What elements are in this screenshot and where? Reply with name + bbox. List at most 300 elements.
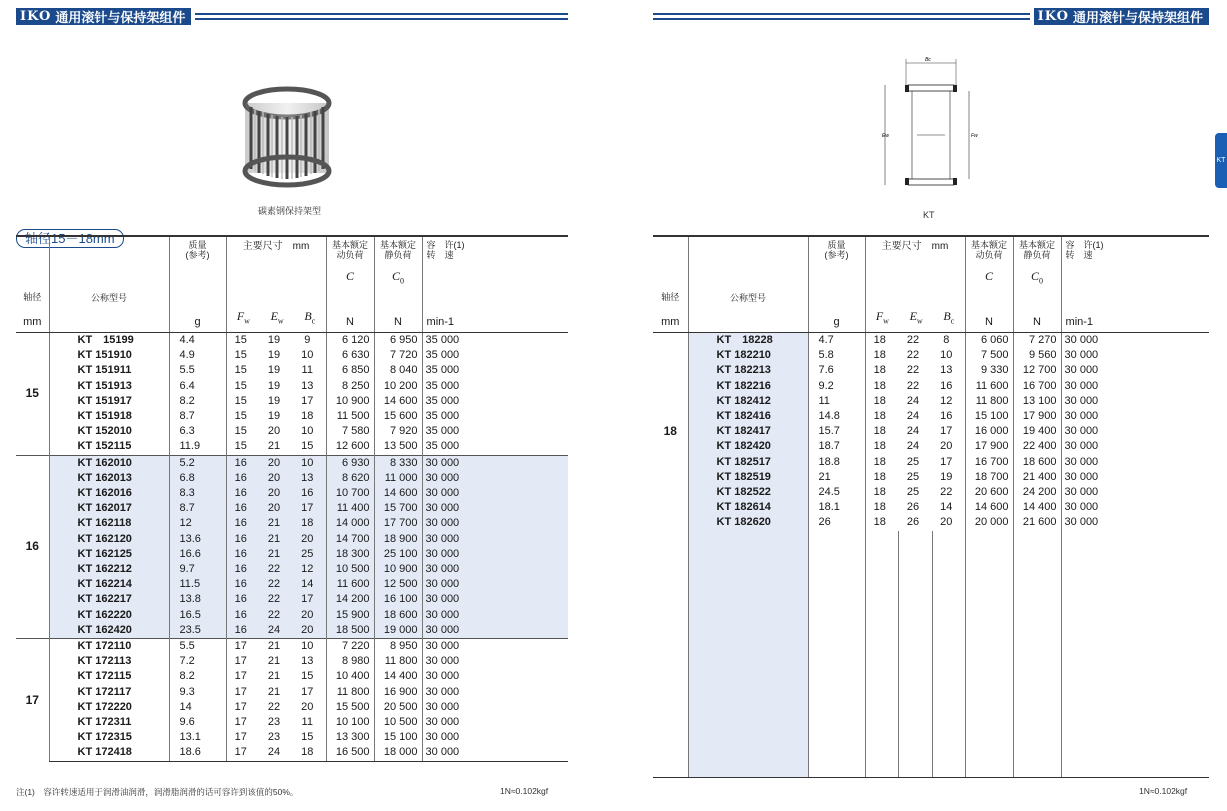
mass: 14.8	[808, 409, 865, 424]
bc: 10	[293, 639, 326, 655]
mass: 9.7	[169, 562, 226, 577]
static-load: 21 400	[1013, 470, 1061, 485]
ew: 24	[906, 440, 920, 453]
bc: 20	[293, 608, 326, 623]
bc: 12	[293, 562, 326, 577]
allowable-speed: 30 000	[422, 516, 568, 531]
spec-table-right	[653, 235, 1209, 778]
static-load: 25 100	[374, 547, 422, 562]
shaft-diameter: 16	[16, 455, 49, 638]
allowable-speed: 30 000	[422, 745, 568, 761]
bc: 17	[301, 394, 314, 407]
ew: 23	[267, 731, 281, 744]
static-load: 16 100	[374, 592, 422, 607]
dynamic-load: 10 500	[326, 562, 374, 577]
model-number: KT 182412	[688, 394, 808, 409]
dynamic-load: 11 500	[326, 409, 374, 424]
static-load: 17 900	[1013, 409, 1061, 424]
static-load: 13 100	[1013, 394, 1061, 409]
mass: 8.2	[169, 394, 226, 409]
ew: 19	[267, 364, 281, 377]
static-load: 14 600	[374, 394, 422, 409]
dynamic-load: 11 800	[326, 685, 374, 700]
allowable-speed: 35 000	[422, 363, 568, 378]
table-row	[16, 608, 568, 623]
mass: 9.3	[169, 685, 226, 700]
bc: 17	[293, 592, 326, 607]
dynamic-load: 7 580	[326, 424, 374, 439]
ew: 26	[906, 516, 920, 529]
model-number: KT 162118	[49, 516, 169, 531]
allowable-speed: 30 000	[422, 715, 568, 730]
page-header	[16, 8, 568, 25]
static-load: 17 700	[374, 516, 422, 531]
static-load: 16 900	[374, 685, 422, 700]
model-number: KT 172113	[49, 654, 169, 669]
col-mass: 质量 (参考) g	[169, 236, 226, 333]
allowable-speed: 30 000	[422, 623, 568, 639]
col-mass: 质量 (参考) g	[808, 236, 865, 333]
model-number: KT 162212	[49, 562, 169, 577]
static-load: 7 720	[374, 348, 422, 363]
model-number: KT 152115	[49, 439, 169, 455]
col-dims: 主要尺寸 mm $F_w$ $E_w$ $B_c$	[226, 236, 326, 333]
table-row	[16, 745, 568, 761]
fw: 18	[865, 363, 898, 378]
model-number: KT 182420	[688, 439, 808, 454]
ew: 22	[906, 364, 920, 377]
table-row	[16, 715, 568, 730]
fw: 15	[226, 379, 259, 394]
model-number: KT 172110	[49, 639, 169, 655]
fw: 16	[226, 486, 259, 501]
static-load: 14 400	[374, 669, 422, 684]
fw: 16	[226, 501, 259, 516]
allowable-speed: 30 000	[422, 562, 568, 577]
fw: 17	[226, 730, 259, 745]
model-number: KT 151911	[49, 363, 169, 378]
model-number: KT 182216	[688, 379, 808, 394]
table-row	[16, 455, 568, 471]
col-shaft: 轴径 mm	[653, 236, 688, 333]
allowable-speed: 30 000	[1061, 424, 1209, 439]
table-row	[16, 654, 568, 669]
static-load: 11 000	[374, 471, 422, 486]
header-title: 通用滚针与保持架组件	[1072, 10, 1203, 25]
fw: 16	[226, 471, 259, 486]
model-number: KT 172220	[49, 700, 169, 715]
header-brand	[1034, 8, 1209, 25]
table-row	[653, 470, 1209, 485]
col-shaft: 轴径 mm	[16, 236, 49, 333]
table-row	[653, 500, 1209, 515]
model-number: KT 182519	[688, 470, 808, 485]
ew: 19	[267, 334, 281, 346]
mass: 18.1	[808, 500, 865, 515]
mass: 8.2	[169, 669, 226, 684]
static-load: 10 900	[374, 562, 422, 577]
ew: 24	[906, 410, 920, 423]
label-bc: Bc	[925, 57, 931, 63]
bc: 19	[940, 470, 953, 483]
dynamic-load: 15 500	[326, 700, 374, 715]
model-number: KT 151918	[49, 409, 169, 424]
bc: 17	[301, 685, 314, 698]
bc: 11	[301, 364, 313, 377]
bc: 17	[293, 501, 326, 516]
table-row	[16, 424, 568, 439]
fw: 18	[865, 424, 898, 439]
fw: 17	[226, 700, 259, 715]
table-row	[16, 363, 568, 378]
static-load: 10 500	[374, 715, 422, 730]
mass: 6.8	[169, 471, 226, 486]
header-rule	[653, 13, 1030, 20]
bc: 13	[293, 471, 326, 486]
ew: 24	[259, 623, 293, 639]
bc: 10	[301, 425, 314, 438]
allowable-speed: 30 000	[1061, 500, 1209, 515]
fw: 16	[226, 532, 259, 547]
label-fw: Fw	[971, 133, 978, 139]
table-row	[16, 592, 568, 607]
model-number: KT 182417	[688, 424, 808, 439]
fw: 16	[226, 562, 259, 577]
fw: 18	[865, 515, 898, 530]
fw: 18	[865, 470, 898, 485]
static-load: 18 600	[1013, 455, 1061, 470]
bc: 16	[940, 379, 953, 392]
bc: 25	[293, 547, 326, 562]
ew: 21	[267, 670, 281, 683]
ew: 22	[259, 562, 293, 577]
bc: 13	[940, 364, 953, 377]
model-number: KT 151917	[49, 394, 169, 409]
fw: 17	[226, 745, 259, 761]
bc: 16	[940, 410, 953, 423]
allowable-speed: 30 000	[1061, 470, 1209, 485]
table-row	[653, 485, 1209, 500]
allowable-speed: 30 000	[422, 547, 568, 562]
mass: 5.2	[169, 455, 226, 471]
dynamic-load: 10 400	[326, 669, 374, 684]
fw: 16	[226, 623, 259, 639]
model-number: KT 15199	[49, 333, 169, 349]
bc: 15	[301, 731, 314, 744]
mass: 4.9	[169, 348, 226, 363]
fw: 17	[226, 669, 259, 684]
static-load: 19 000	[374, 623, 422, 639]
model-number: KT 172117	[49, 685, 169, 700]
allowable-speed: 35 000	[422, 409, 568, 424]
ew: 22	[259, 592, 293, 607]
fw: 15	[226, 394, 259, 409]
bc: 17	[940, 455, 953, 468]
table-row	[16, 685, 568, 700]
static-load: 10 200	[374, 379, 422, 394]
dynamic-load: 7 500	[965, 348, 1013, 363]
allowable-speed: 30 000	[422, 592, 568, 607]
dynamic-load: 6 060	[965, 333, 1013, 349]
allowable-speed: 35 000	[422, 424, 568, 439]
static-load: 20 500	[374, 700, 422, 715]
fw: 16	[226, 592, 259, 607]
fw: 15	[226, 363, 259, 378]
ew: 19	[267, 349, 281, 362]
static-load: 15 600	[374, 409, 422, 424]
fw: 16	[226, 608, 259, 623]
dynamic-load: 20 000	[965, 515, 1013, 530]
static-load: 7 270	[1013, 333, 1061, 349]
allowable-speed: 30 000	[422, 501, 568, 516]
ew: 21	[267, 685, 281, 698]
table-row	[16, 348, 568, 363]
bc: 20	[940, 440, 953, 453]
dynamic-load: 6 120	[326, 333, 374, 349]
mass: 5.8	[808, 348, 865, 363]
static-load: 7 920	[374, 424, 422, 439]
table-row	[653, 379, 1209, 394]
model-number: KT 162010	[49, 455, 169, 471]
label-ew: Ew	[882, 133, 889, 139]
allowable-speed: 35 000	[422, 379, 568, 394]
ew: 19	[267, 410, 281, 423]
bc: 12	[940, 394, 953, 407]
mass: 8.7	[169, 409, 226, 424]
table-row	[653, 363, 1209, 378]
mass: 11.9	[169, 439, 226, 455]
mass: 6.3	[169, 424, 226, 439]
fw: 16	[226, 577, 259, 592]
dynamic-load: 6 930	[326, 455, 374, 471]
unit-conversion: 1N≈0.102kgf	[1139, 786, 1188, 796]
bc: 20	[293, 532, 326, 547]
model-number: KT 162016	[49, 486, 169, 501]
ew: 22	[259, 577, 293, 592]
model-number: KT 162420	[49, 623, 169, 639]
ew: 21	[259, 516, 293, 531]
bc: 9	[304, 334, 311, 346]
table-row	[16, 730, 568, 745]
bc: 17	[940, 425, 953, 438]
section-side-tab[interactable]: KT	[1215, 133, 1227, 188]
model-number: KT 182517	[688, 455, 808, 470]
allowable-speed: 30 000	[1061, 348, 1209, 363]
fw: 15	[226, 333, 259, 349]
mass: 24.5	[808, 485, 865, 500]
fw: 18	[865, 333, 898, 349]
fw: 15	[226, 348, 259, 363]
allowable-speed: 30 000	[422, 486, 568, 501]
dynamic-load: 14 000	[326, 516, 374, 531]
model-number: KT 151910	[49, 348, 169, 363]
bc: 20	[293, 623, 326, 639]
fw: 18	[865, 439, 898, 454]
col-static-load: 基本额定 静负荷 $C_0$ N	[1013, 236, 1061, 333]
bc: 10	[293, 455, 326, 471]
static-load: 18 900	[374, 532, 422, 547]
ew: 19	[267, 394, 281, 407]
table-row	[16, 379, 568, 394]
bc: 10	[301, 349, 314, 362]
bc: 18	[301, 410, 314, 423]
model-number: KT 162220	[49, 608, 169, 623]
fw: 16	[226, 516, 259, 531]
table-row	[653, 439, 1209, 454]
bc: 8	[943, 334, 950, 346]
fw: 15	[226, 409, 259, 424]
ew: 24	[259, 745, 293, 761]
static-load: 14 600	[374, 486, 422, 501]
dynamic-load: 11 800	[965, 394, 1013, 409]
static-load: 12 500	[374, 577, 422, 592]
table-row	[16, 562, 568, 577]
fw: 17	[226, 654, 259, 669]
model-number: KT 172115	[49, 669, 169, 684]
static-load: 8 330	[374, 455, 422, 471]
dynamic-load: 8 980	[326, 654, 374, 669]
bc: 18	[293, 516, 326, 531]
shaft-diameter: 15	[25, 386, 39, 401]
model-number: KT 182213	[688, 363, 808, 378]
ew: 21	[259, 639, 293, 655]
bc: 11	[301, 716, 313, 729]
static-load: 18 600	[374, 608, 422, 623]
table-row	[653, 348, 1209, 363]
ew: 21	[267, 655, 281, 668]
model-number: KT 162120	[49, 532, 169, 547]
mass: 18.8	[808, 455, 865, 470]
model-number: KT 151913	[49, 379, 169, 394]
table-row	[653, 455, 1209, 470]
allowable-speed: 30 000	[1061, 515, 1209, 530]
dynamic-load: 16 500	[326, 745, 374, 761]
fw: 16	[226, 547, 259, 562]
dynamic-load: 10 100	[326, 715, 374, 730]
model-number: KT 152010	[49, 424, 169, 439]
allowable-speed: 30 000	[1061, 409, 1209, 424]
dynamic-load: 9 330	[965, 363, 1013, 378]
header-brand	[16, 8, 191, 25]
ew: 20	[259, 455, 293, 471]
static-load: 16 700	[1013, 379, 1061, 394]
ew: 21	[259, 547, 293, 562]
ew: 22	[906, 349, 920, 362]
unit-conversion: 1N≈0.102kgf	[500, 786, 549, 796]
table-row	[16, 486, 568, 501]
model-number: KT 182210	[688, 348, 808, 363]
model-number: KT 172315	[49, 730, 169, 745]
ew: 22	[259, 608, 293, 623]
allowable-speed: 30 000	[1061, 485, 1209, 500]
ew: 22	[906, 379, 920, 392]
bc: 15	[301, 670, 314, 683]
dynamic-load: 11 400	[326, 501, 374, 516]
model-number: KT 182614	[688, 500, 808, 515]
ew: 20	[259, 501, 293, 516]
bc: 13	[301, 655, 314, 668]
model-number: KT 182620	[688, 515, 808, 530]
table-filler	[653, 531, 1209, 778]
table-row	[16, 439, 568, 455]
fw: 18	[865, 500, 898, 515]
model-number: KT 182416	[688, 409, 808, 424]
iko-logo: IKO	[1037, 9, 1069, 24]
mass: 6.4	[169, 379, 226, 394]
fw: 15	[226, 424, 259, 439]
table-row	[653, 333, 1209, 349]
image-caption: 碳素钢保持架型	[258, 206, 322, 216]
footnote: 注(1) 容许转速适用于润滑油润滑，润滑脂润滑的话可容许到该值的50%。	[16, 787, 299, 797]
col-dims: 主要尺寸 mm $F_w$ $E_w$ $B_c$	[865, 236, 965, 333]
dynamic-load: 15 900	[326, 608, 374, 623]
ew: 21	[259, 532, 293, 547]
ew: 21	[267, 440, 281, 453]
mass: 18.6	[169, 745, 226, 761]
ew: 20	[259, 486, 293, 501]
bearing-cross-section-diagram	[877, 55, 979, 195]
static-load: 6 950	[374, 333, 422, 349]
bc: 16	[293, 486, 326, 501]
diagram-caption: KT	[923, 210, 935, 220]
table-row	[16, 577, 568, 592]
static-load: 12 700	[1013, 363, 1061, 378]
bc: 13	[301, 379, 314, 392]
dynamic-load: 11 600	[326, 577, 374, 592]
mass: 4.7	[808, 333, 865, 349]
header-rule	[195, 13, 568, 20]
col-speed: 容 许(1) 转 速 min-1	[1061, 236, 1209, 333]
ew: 22	[906, 334, 920, 346]
model-number: KT 162125	[49, 547, 169, 562]
static-load: 22 400	[1013, 439, 1061, 454]
dynamic-load: 10 900	[326, 394, 374, 409]
fw: 18	[865, 485, 898, 500]
mass: 23.5	[169, 623, 226, 639]
ew: 25	[906, 470, 920, 483]
static-load: 11 800	[374, 654, 422, 669]
allowable-speed: 30 000	[422, 532, 568, 547]
fw: 17	[226, 639, 259, 655]
ew: 23	[267, 716, 281, 729]
table-row	[653, 515, 1209, 530]
model-number: KT 162013	[49, 471, 169, 486]
fw: 15	[226, 439, 259, 455]
dynamic-load: 6 850	[326, 363, 374, 378]
mass: 16.6	[169, 547, 226, 562]
table-row	[16, 547, 568, 562]
shaft-range-label: 轴径15－18mm	[16, 229, 124, 248]
dynamic-load: 6 630	[326, 348, 374, 363]
bc: 18	[293, 745, 326, 761]
spec-table	[16, 235, 568, 762]
mass: 5.5	[169, 363, 226, 378]
dynamic-load: 14 600	[965, 500, 1013, 515]
allowable-speed: 30 000	[422, 669, 568, 684]
mass: 16.5	[169, 608, 226, 623]
bc: 20	[301, 700, 314, 713]
fw: 17	[226, 715, 259, 730]
col-static-load: 基本额定 静负荷 $C_0$ N	[374, 236, 422, 333]
bc: 22	[940, 486, 953, 499]
mass: 13.1	[169, 730, 226, 745]
mass: 4.4	[169, 333, 226, 349]
static-load: 9 560	[1013, 348, 1061, 363]
mass: 26	[808, 515, 865, 530]
allowable-speed: 30 000	[422, 577, 568, 592]
table-row	[16, 532, 568, 547]
allowable-speed: 30 000	[1061, 439, 1209, 454]
